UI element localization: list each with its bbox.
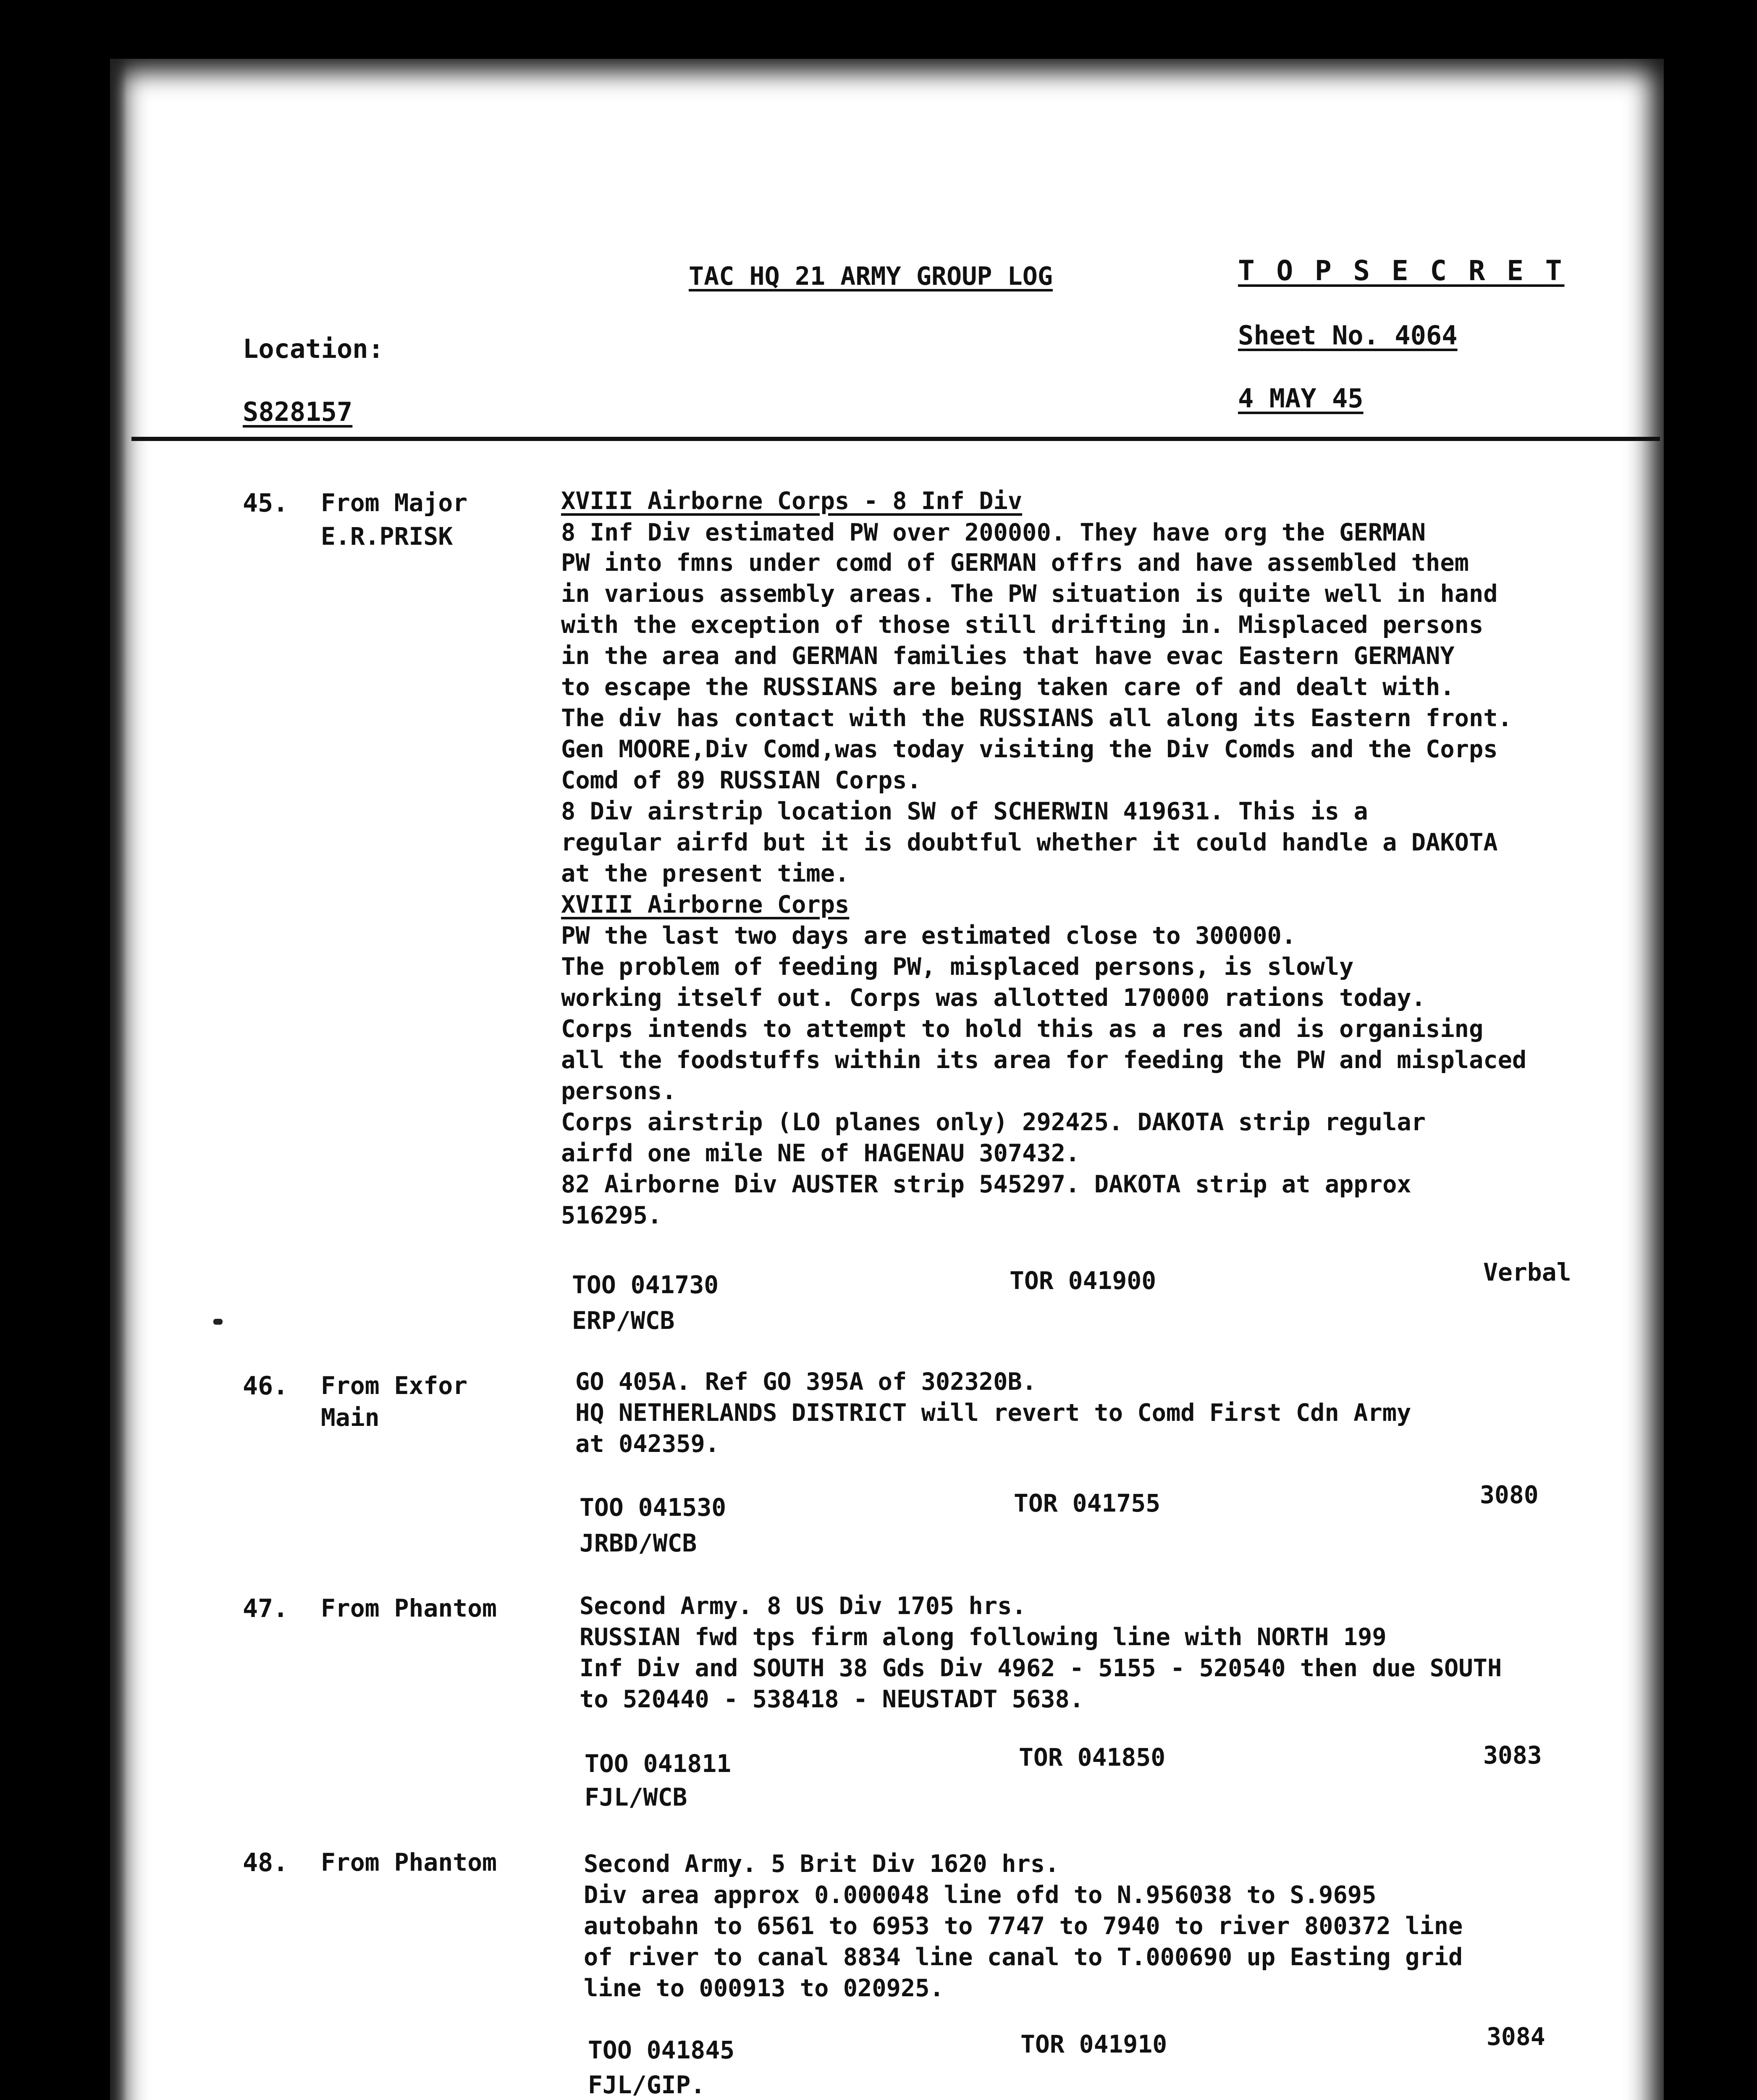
operator-initials: ERP/WCB [572,1306,675,1335]
entry-number: 46. [243,1371,288,1401]
entry-number: 48. [243,1848,288,1877]
operator-initials: FJL/GIP. [588,2071,705,2099]
entry-body-line: Corps intends to attempt to hold this as a res and is organising [561,1015,1484,1043]
sheet-number: Sheet No. 4064 [1238,320,1458,351]
entry-body-line: at the present time. [561,860,850,887]
time-of-origin: TOO 041811 [585,1749,732,1778]
location-label: Location: [243,333,384,364]
entry-body-line: autobahn to 6561 to 6953 to 7747 to 7940 to river 800372 line [584,1912,1463,1940]
entry-number: 47. [243,1594,288,1623]
message-reference: 3080 [1480,1480,1539,1509]
classification-label: T O P S E C R E T [1238,255,1565,287]
entry-sender: E.R.PRISK [321,522,453,551]
time-of-receipt: TOR 041755 [1014,1489,1161,1517]
entry-body-line: in various assembly areas. The PW situation is quite well in hand [561,580,1498,608]
document-page [110,59,1664,2100]
log-title: TAC HQ 21 ARMY GROUP LOG [689,262,1053,291]
entry-body-line: at 042359. [575,1430,720,1458]
entry-body-line: RUSSIAN fwd tps firm along following line with NORTH 199 [580,1623,1387,1651]
log-date: 4 MAY 45 [1238,383,1364,414]
message-reference: 3083 [1483,1741,1542,1769]
message-reference: 3084 [1487,2022,1545,2051]
entry-body-line: PW into fmns under comd of GERMAN offrs and have assembled them [561,549,1469,577]
entry-body-line: Div area approx 0.000048 line ofd to N.956038 to S.9695 [584,1881,1377,1909]
entry-body-line: 8 Div airstrip location SW of SCHERWIN 419631. This is a [561,798,1368,825]
time-of-receipt: TOR 041900 [1010,1266,1156,1295]
entry-body-line: The div has contact with the RUSSIANS all along its Eastern front. [561,704,1512,732]
operator-initials: FJL/WCB [585,1783,687,1811]
entry-body-line: HQ NETHERLANDS DISTRICT will revert to Comd First Cdn Army [575,1399,1411,1427]
entry-sender: Main [321,1403,380,1432]
entry-body-line: XVIII Airborne Corps [561,891,850,919]
message-reference: Verbal [1483,1258,1571,1286]
entry-body-line: airfd one mile NE of HAGENAU 307432. [561,1139,1080,1167]
entry-body-line: PW the last two days are estimated close to 300000. [561,922,1296,950]
entry-body-line: GO 405A. Ref GO 395A of 302320B. [575,1368,1037,1396]
entry-body-line: Second Army. 5 Brit Div 1620 hrs. [584,1850,1059,1878]
entry-body-line: line to 000913 to 020925. [584,1974,944,2002]
entry-body-line: Gen MOORE,Div Comd,was today visiting the Div Comds and the Corps [561,735,1498,763]
entry-sender: From Phantom [321,1848,497,1877]
entry-sender: From Major [321,488,468,517]
entry-sender: From Phantom [321,1594,497,1622]
page-edge-shadow [110,59,127,2100]
entry-body-line: of river to canal 8834 line canal to T.000690 up Easting grid [584,1943,1463,1971]
entry-body-line: Inf Div and SOUTH 38 Gds Div 4962 - 5155 - 520540 then due SOUTH [580,1654,1502,1682]
entry-body-line: 8 Inf Div estimated PW over 200000. They have org the GERMAN [561,519,1426,546]
margin-ink-mark [213,1319,223,1325]
entry-body-line: with the exception of those still drifting in. Misplaced persons [561,611,1484,639]
entry-body-line: to escape the RUSSIANS are being taken care of and dealt with. [561,673,1455,701]
entry-body-line: persons. [561,1077,677,1105]
time-of-receipt: TOR 041850 [1019,1743,1166,1772]
entry-body-line: in the area and GERMAN families that have evac Eastern GERMANY [561,642,1455,670]
entry-number: 45. [243,488,288,518]
entry-body-line: The problem of feeding PW, misplaced persons, is slowly [561,953,1354,981]
entry-body-line: 82 Airborne Div AUSTER strip 545297. DAKOTA strip at approx [561,1171,1411,1198]
entry-body-line: 516295. [561,1202,662,1229]
entry-body-line: to 520440 - 538418 - NEUSTADT 5638. [580,1685,1084,1713]
location-value: S828157 [243,396,353,427]
entry-body-line: all the foodstuffs within its area for feeding the PW and misplaced [561,1046,1527,1074]
entry-sender: From Exfor [321,1371,468,1400]
entry-body-line: working itself out. Corps was allotted 170000 rations today. [561,984,1426,1012]
time-of-receipt: TOR 041910 [1020,2030,1167,2058]
header-divider [131,437,1660,441]
entry-body-line: Comd of 89 RUSSIAN Corps. [561,766,921,794]
time-of-origin: TOO 041845 [588,2036,735,2064]
time-of-origin: TOO 041730 [572,1270,719,1299]
entry-body-line: XVIII Airborne Corps - 8 Inf Div [561,487,1023,515]
time-of-origin: TOO 041530 [580,1493,726,1522]
entry-body-line: Second Army. 8 US Div 1705 hrs. [580,1592,1026,1620]
operator-initials: JRBD/WCB [580,1529,697,1557]
entry-body-line: regular airfd but it is doubtful whether it could handle a DAKOTA [561,829,1498,856]
entry-body-line: Corps airstrip (LO planes only) 292425. DAKOTA strip regular [561,1108,1426,1136]
